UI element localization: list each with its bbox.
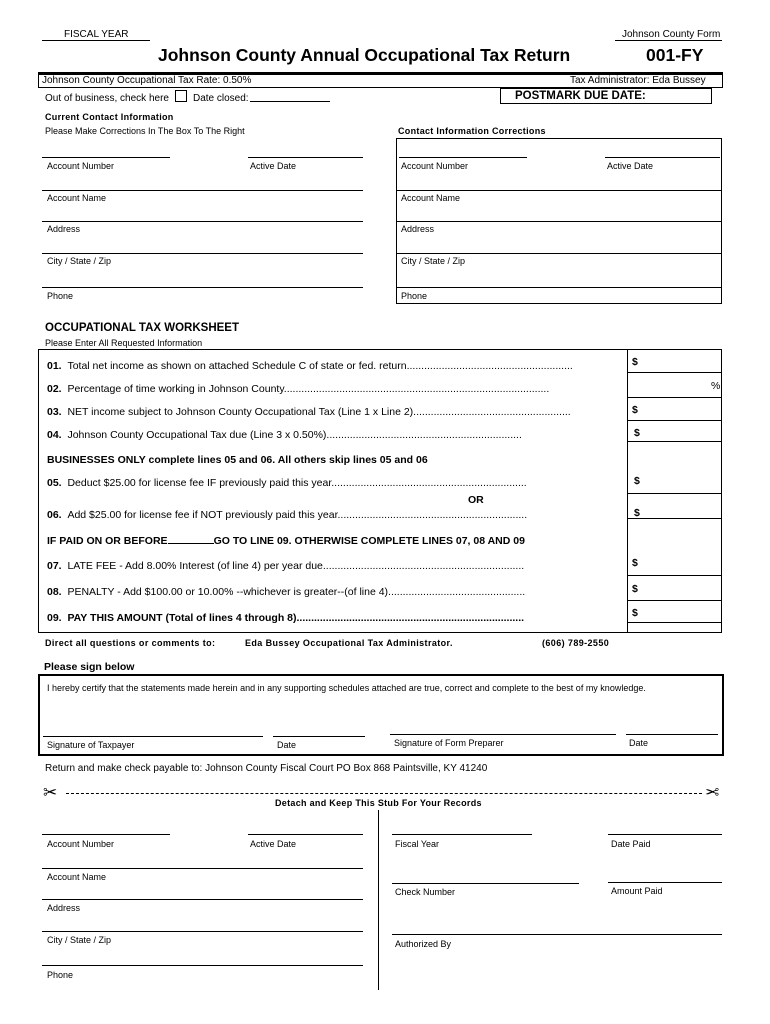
amount-input-05[interactable] <box>644 476 718 489</box>
sig-preparer-line <box>390 734 616 735</box>
unit-line-06: $ <box>634 507 640 519</box>
stub-account-name-label: Account Name <box>47 872 107 882</box>
line-text: NET income subject to Johnson County Occupational Tax (Line 1 x Line 2)...................................................... <box>67 406 571 418</box>
stub-amount-paid-line <box>608 882 722 883</box>
amount-input-04[interactable] <box>644 425 718 438</box>
stub-account-number-line <box>42 834 170 835</box>
amount-input-09[interactable] <box>642 605 718 618</box>
amount-rule-8 <box>627 600 722 601</box>
line-number: 08. <box>47 586 62 598</box>
amount-rule-7 <box>627 575 722 576</box>
signature-taxpayer-label: Signature of Taxpayer <box>47 740 135 750</box>
if-paid-pre: IF PAID ON OR BEFORE <box>47 535 168 547</box>
city-state-zip-label: City / State / Zip <box>47 256 112 266</box>
county-form-line <box>615 40 722 41</box>
stub-active-date-line <box>248 834 363 835</box>
stub-date-paid-line <box>608 834 722 835</box>
out-of-business-checkbox[interactable] <box>175 90 187 102</box>
city-line <box>42 253 363 254</box>
amount-rule-6 <box>627 518 722 519</box>
active-date-line <box>248 157 363 158</box>
current-contact-title: Current Contact Information <box>45 112 174 122</box>
corr-account-name-input[interactable] <box>400 175 718 188</box>
worksheet-line-09 <box>47 612 524 624</box>
worksheet-line-04 <box>47 429 522 441</box>
stub-address-line <box>42 899 363 900</box>
fiscal-year-line <box>42 40 150 41</box>
sig-date-line <box>273 736 365 737</box>
line-text: LATE FEE - Add 8.00% Interest (of line 4) per year due..................................................................... <box>67 560 525 572</box>
sig-preparer-date-line <box>626 734 718 735</box>
stub-phone-label: Phone <box>47 970 74 980</box>
amount-input-08[interactable] <box>642 583 718 596</box>
corr-account-name-line <box>397 190 721 191</box>
line-text: Johnson County Occupational Tax due (Line 3 x 0.50%)................................................................... <box>67 429 522 441</box>
line-number: 04. <box>47 429 62 441</box>
stub-check-number-label: Check Number <box>395 887 456 897</box>
phone-label: Phone <box>47 291 74 301</box>
phone-line <box>42 287 363 288</box>
corr-phone-input[interactable] <box>400 272 718 285</box>
amount-rule-9 <box>627 622 722 623</box>
corr-city-line <box>397 253 721 254</box>
stub-account-number-label: Account Number <box>47 839 115 849</box>
stub-city-state-zip-label: City / State / Zip <box>47 935 112 945</box>
county-form-label: Johnson County Form <box>622 29 721 40</box>
corr-active-date-label: Active Date <box>607 161 654 171</box>
line-number: 05. <box>47 477 62 489</box>
amount-input-02[interactable] <box>632 380 708 393</box>
corr-phone-label: Phone <box>401 291 428 301</box>
form-number: 001-FY <box>646 45 704 65</box>
stub-city-line <box>42 931 363 932</box>
preparer-date-label: Date <box>629 738 649 748</box>
amount-input-03[interactable] <box>642 404 718 417</box>
questions-admin: Eda Bussey Occupational Tax Administrator. <box>245 638 453 648</box>
account-name-line <box>42 190 363 191</box>
stub-fiscal-year-label: Fiscal Year <box>395 839 440 849</box>
worksheet-line-02 <box>47 383 549 395</box>
line-number: 07. <box>47 560 62 572</box>
postmark-due-date: POSTMARK DUE DATE: <box>515 90 646 102</box>
signature-preparer-label: Signature of Form Preparer <box>394 738 504 748</box>
unit-line-02: % <box>711 380 721 392</box>
amount-rule-1 <box>627 372 722 373</box>
corrections-title: Contact Information Corrections <box>398 126 546 136</box>
unit-line-07: $ <box>632 557 638 569</box>
current-contact-subtitle: Please Make Corrections In The Box To The Right <box>45 126 245 136</box>
businesses-note: BUSINESSES ONLY complete lines 05 and 06. All others skip lines 05 and 06 <box>47 454 428 466</box>
date-closed-line <box>250 101 330 102</box>
line-number: 03. <box>47 406 62 418</box>
corr-phone-line <box>397 287 721 288</box>
amount-input-06[interactable] <box>644 502 718 515</box>
corr-active-date-input[interactable] <box>606 142 718 155</box>
stub-amount-paid-label: Amount Paid <box>611 886 663 896</box>
amount-input-07[interactable] <box>642 558 718 571</box>
amount-rule-4 <box>627 441 722 442</box>
fiscal-year-input[interactable] <box>44 30 64 40</box>
unit-line-03: $ <box>632 404 638 416</box>
line-text: Add $25.00 for license fee if NOT previously paid this year................................................................. <box>67 509 528 521</box>
corr-active-date-line <box>605 157 720 158</box>
date-closed-label: Date closed: <box>193 93 249 104</box>
stub-authorized-line <box>392 934 722 935</box>
date-closed-input[interactable] <box>252 90 328 101</box>
if-paid-post: GO TO LINE 09. OTHERWISE COMPLETE LINES 07, 08 AND 09 <box>213 535 525 547</box>
line-number: 09. <box>47 612 62 624</box>
stub-phone-line <box>42 965 363 966</box>
worksheet-line-05 <box>47 477 527 489</box>
line-text: Deduct $25.00 for license fee IF previously paid this year................................................................... <box>67 477 527 489</box>
return-instructions: Return and make check payable to: Johnson County Fiscal Court PO Box 868 Paintsville, KY 41240 <box>45 763 488 774</box>
corr-account-name-label: Account Name <box>401 193 461 203</box>
form-title: Johnson County Annual Occupational Tax Return <box>158 45 571 65</box>
if-paid-date-blank <box>168 534 214 544</box>
if-paid-note <box>47 534 525 547</box>
unit-line-04: $ <box>634 427 640 439</box>
corr-city-input[interactable] <box>400 238 718 251</box>
corr-address-input[interactable] <box>400 206 718 219</box>
account-number-label: Account Number <box>47 161 115 171</box>
detach-stub-title: Detach and Keep This Stub For Your Records <box>275 798 482 808</box>
account-name-label: Account Name <box>47 193 107 203</box>
stub-active-date-label: Active Date <box>250 839 297 849</box>
worksheet-subtitle: Please Enter All Requested Information <box>45 338 203 348</box>
worksheet-title: OCCUPATIONAL TAX WORKSHEET <box>45 322 240 334</box>
tax-administrator: Tax Administrator: Eda Bussey <box>570 75 706 86</box>
line-text: PENALTY - Add $100.00 or 10.00% --whichever is greater--(of line 4)............................................... <box>67 586 526 598</box>
worksheet-line-06 <box>47 509 527 521</box>
unit-line-05: $ <box>634 475 640 487</box>
line-number: 06. <box>47 509 62 521</box>
questions-phone: (606) 789-2550 <box>542 638 610 648</box>
active-date-label: Active Date <box>250 161 297 171</box>
corr-address-line <box>397 221 721 222</box>
scissors-right-icon: ✂ <box>705 783 720 802</box>
line-number: 02. <box>47 383 62 395</box>
stub-fiscal-year-line <box>392 834 532 835</box>
signature-date-label: Date <box>277 740 297 750</box>
unit-line-01: $ <box>632 356 638 368</box>
line-number: 01. <box>47 360 62 372</box>
line-text: PAY THIS AMOUNT (Total of lines 4 through 8).............................................................................. <box>67 612 525 624</box>
amount-input-01[interactable] <box>642 356 718 369</box>
questions-text: Direct all questions or comments to: <box>45 638 216 648</box>
line-text: Percentage of time working in Johnson County........................................................................................... <box>67 383 550 395</box>
fiscal-year-label: FISCAL YEAR <box>64 29 129 40</box>
stub-check-number-line <box>392 883 579 884</box>
worksheet-line-03 <box>47 406 571 418</box>
certify-text: I hereby certify that the statements made herein and in any supporting schedules attached are true, correct and complete to the best of my knowledge. <box>47 683 646 693</box>
corr-account-number-line <box>399 157 527 158</box>
amount-rule-5 <box>627 493 722 494</box>
stub-account-name-line <box>42 868 363 869</box>
account-number-line <box>42 157 170 158</box>
cut-line <box>66 793 702 794</box>
or-label: OR <box>468 494 484 506</box>
stub-authorized-by-label: Authorized By <box>395 939 452 949</box>
sign-below-title: Please sign below <box>44 661 135 673</box>
corr-address-label: Address <box>401 224 435 234</box>
address-label: Address <box>47 224 81 234</box>
address-line <box>42 221 363 222</box>
line-text: Total net income as shown on attached Schedule C of state or fed. return......................................................... <box>67 360 573 372</box>
amount-column-divider <box>627 349 628 633</box>
out-of-business-label: Out of business, check here <box>45 93 169 104</box>
unit-line-08: $ <box>632 583 638 595</box>
stub-address-label: Address <box>47 903 81 913</box>
worksheet-line-08 <box>47 586 525 598</box>
amount-rule-3 <box>627 420 722 421</box>
worksheet-line-01 <box>47 360 573 372</box>
corr-account-number-input[interactable] <box>400 142 525 155</box>
stub-divider <box>378 810 379 990</box>
amount-rule-2 <box>627 397 722 398</box>
stub-date-paid-label: Date Paid <box>611 839 651 849</box>
corr-city-state-zip-label: City / State / Zip <box>401 256 466 266</box>
scissors-left-icon: ✂ <box>43 783 58 802</box>
worksheet-line-07 <box>47 560 524 572</box>
tax-rate: Johnson County Occupational Tax Rate: 0.50% <box>42 75 252 86</box>
unit-line-09: $ <box>632 607 638 619</box>
corr-account-number-label: Account Number <box>401 161 469 171</box>
sig-taxpayer-line <box>43 736 263 737</box>
